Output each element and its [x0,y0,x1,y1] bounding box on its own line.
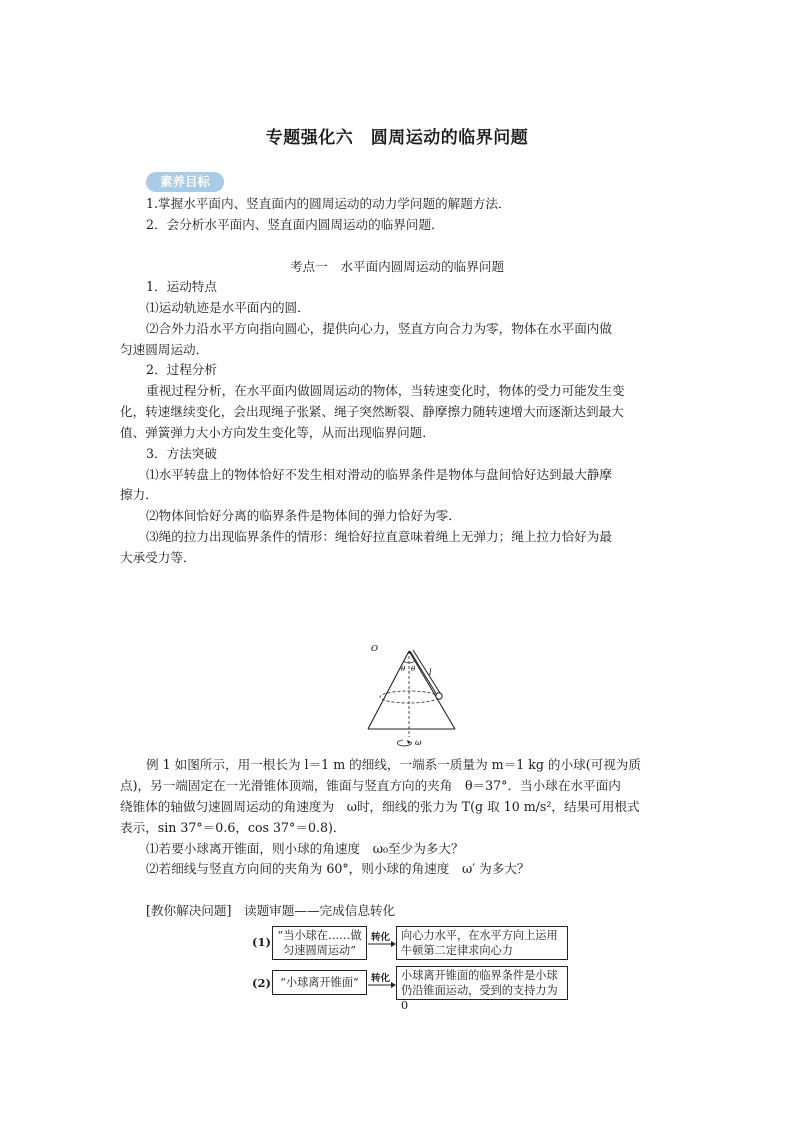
literacy-goals-badge: 素养目标 [146,172,224,192]
cone-pendulum-figure [365,641,463,749]
flow-left-text: “小球离开锥面” [280,976,359,989]
flow-left-text: 匀速圆周运动” [283,944,356,957]
page-title: 专题强化六 圆周运动的临界问题 [265,128,529,148]
teach-heading: [教你解决问题] 读题审题——完成信息转化 [146,903,396,918]
body-line: ⑶绳的拉力出现临界条件的情形：绳恰好拉直意味着绳上无弹力；绳上拉力恰好为最 [146,529,612,544]
flow-arrow-label-1: 转化 [371,932,391,943]
body-line: 2．过程分析 [146,362,217,377]
flow-right-text: 仍沿锥面运动，受到的支持力为0 [401,984,558,1012]
label-o: O [371,644,378,654]
body-line: 3．方法突破 [146,446,217,461]
section-heading: 考点一 水平面内圆周运动的临界问题 [289,259,505,274]
body-line: ⑴水平转盘上的物体恰好不发生相对滑动的临界条件是物体与盘间恰好达到最大静摩 [146,467,612,482]
body-line: 匀速圆周运动． [120,342,209,357]
body-line: 重视过程分析，在水平面内做圆周运动的物体，当转速变化时，物体的受力可能发生变 [146,383,625,398]
label-theta-right: θ [411,665,416,673]
body-line: 大承受力等． [120,550,196,565]
example-question-2: ⑵若细线与竖直方向间的夹角为 60°，则小球的角速度 ω′ 为多大？ [146,861,530,876]
flow-right-text: 向心力水平，在水平方向上运用 [401,929,558,942]
flow-left-text: “当小球在……做 [277,929,362,942]
example-line: 绕锥体的轴做匀速圆周运动的角速度为 ω时，细线的张力为 T(g 取 10 m/s²，结果可用根式 [120,799,640,814]
example-question-1: ⑴若要小球离开锥面，则小球的角速度 ω₀至少为多大？ [146,841,464,856]
body-line: 1．运动特点 [146,279,217,294]
body-line: ⑵物体间恰好分离的临界条件是物体间的弹力恰好为零． [146,508,461,523]
body-line: 擦力． [120,487,158,502]
flow-arrow-label-2: 转化 [371,973,391,984]
flow-number-2: (2) [252,976,271,990]
example-line: 例 1 如图所示，用一根长为 l＝1 m 的细线，一端系一质量为 m＝1 kg 的小球(可视为质 [146,757,641,772]
flow-number-1: (1) [252,935,271,949]
flow-left-box-1 [272,926,367,960]
example-line: 表示，sin 37°＝0.6，cos 37°＝0.8)． [120,820,346,835]
label-length: l [429,668,432,677]
example-line: 点)，另一端固定在一光滑锥体顶端，锥面与竖直方向的夹角 θ＝37°．当小球在水平面内 [120,778,621,793]
body-line: ⑴运动轨迹是水平面内的圆． [146,300,310,315]
body-line: 化，转速继续变化，会出现绳子张紧、绳子突然断裂、静摩擦力随转速增大而逐渐达到最大 [120,404,624,419]
flow-right-box-2 [396,966,568,1012]
flow-right-text: 小球离开锥面的临界条件是小球 [401,969,558,982]
flow-left-box-2 [272,970,367,995]
arrow-right-icon [368,940,396,948]
flow-right-box-1 [396,926,568,960]
body-line: 值、弹簧弹力大小方向发生变化等，从而出现临界问题． [120,425,435,440]
label-theta-left: θ [401,665,406,673]
goal-line-2: 2．会分析水平面内、竖直面内圆周运动的临界问题． [146,217,444,232]
goal-line-1: 1.掌握水平面内、竖直面内的圆周运动的动力学问题的解题方法． [146,196,511,211]
label-omega: ω [415,738,422,747]
body-line: ⑵合外力沿水平方向指向圆心，提供向心力，竖直方向合力为零，物体在水平面内做 [146,321,612,336]
flow-right-text: 牛顿第二定律求向心力 [401,944,513,957]
arrow-right-icon [368,981,396,989]
